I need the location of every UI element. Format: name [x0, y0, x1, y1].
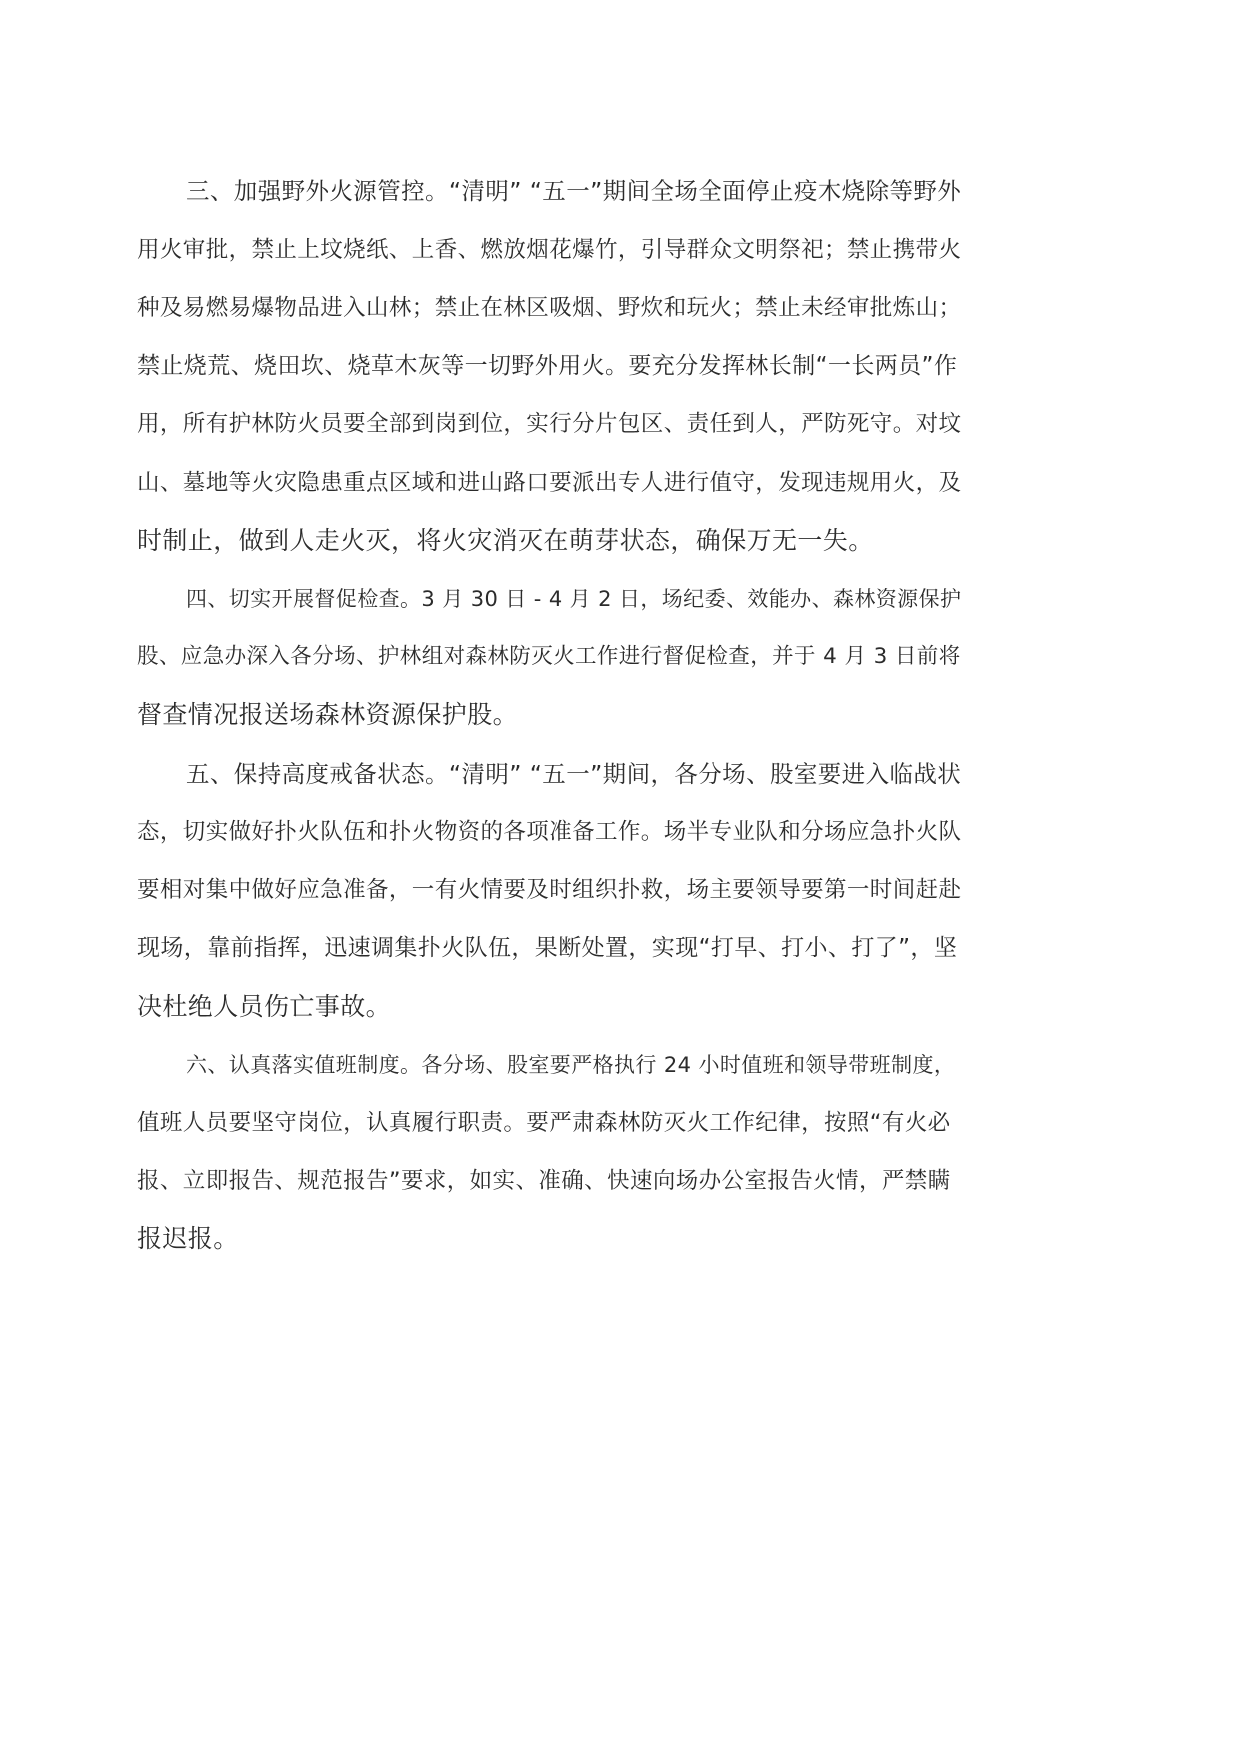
paragraph-6-line-2: 值班人员要坚守岗位，认真履行职责。要严肃森林防灭火工作纪律，按照“有火必: [137, 1110, 951, 1136]
paragraph-4-line-3: 督查情况报送场森林资源保护股。: [137, 700, 519, 729]
paragraph-4-line-1: 四、切实开展督促检查。3 月 30 日 - 4 月 2 日，场纪委、效能办、森林资源保护: [186, 587, 962, 611]
paragraph-3-line-5: 用，所有护林防火员要全部到岗到位，实行分片包区、责任到人，严防死守。对坟: [137, 411, 962, 437]
paragraph-6-line-3: 报、立即报告、规范报告”要求，如实、准确、快速向场办公室报告火情，严禁瞒: [137, 1168, 951, 1194]
paragraph-3-line-4: 禁止烧荒、烧田坎、烧草木灰等一切野外用火。要充分发挥林长制“一长两员”作: [137, 353, 958, 379]
paragraph-6-line-1: 六、认真落实值班制度。各分场、股室要严格执行 24 小时值班和领导带班制度，: [186, 1053, 956, 1077]
paragraph-6-line-4: 报迟报。: [137, 1224, 239, 1253]
paragraph-3-line-1: 三、加强野外火源管控。“清明” “五一”期间全场全面停止疫木烧除等野外: [186, 177, 962, 205]
paragraph-3-line-3: 种及易燃易爆物品进入山林；禁止在林区吸烟、野炊和玩火；禁止未经审批炼山；: [137, 295, 962, 321]
paragraph-5-line-1: 五、保持高度戒备状态。“清明” “五一”期间，各分场、股室要进入临战状: [186, 760, 962, 788]
paragraph-5-line-2: 态，切实做好扑火队伍和扑火物资的各项准备工作。场半专业队和分场应急扑火队: [137, 819, 962, 845]
paragraph-3-line-2: 用火审批，禁止上坟烧纸、上香、燃放烟花爆竹，引导群众文明祭祀；禁止携带火: [137, 237, 962, 263]
paragraph-3-line-6: 山、墓地等火灾隐患重点区域和进山路口要派出专人进行值守，发现违规用火，及: [137, 470, 962, 496]
paragraph-3-line-7: 时制止，做到人走火灭，将火灾消灭在萌芽状态，确保万无一失。: [137, 526, 874, 555]
paragraph-5-line-3: 要相对集中做好应急准备，一有火情要及时组织扑救，场主要领导要第一时间赶赴: [137, 877, 962, 903]
paragraph-5-line-4: 现场，靠前指挥，迅速调集扑火队伍，果断处置，实现“打早、打小、打了”，坚: [137, 935, 958, 961]
paragraph-4-line-2: 股、应急办深入各分场、护林组对森林防灭火工作进行督促检查，并于 4 月 3 日前将: [137, 644, 961, 669]
paragraph-5-line-5: 决杜绝人员伤亡事故。: [137, 992, 392, 1021]
